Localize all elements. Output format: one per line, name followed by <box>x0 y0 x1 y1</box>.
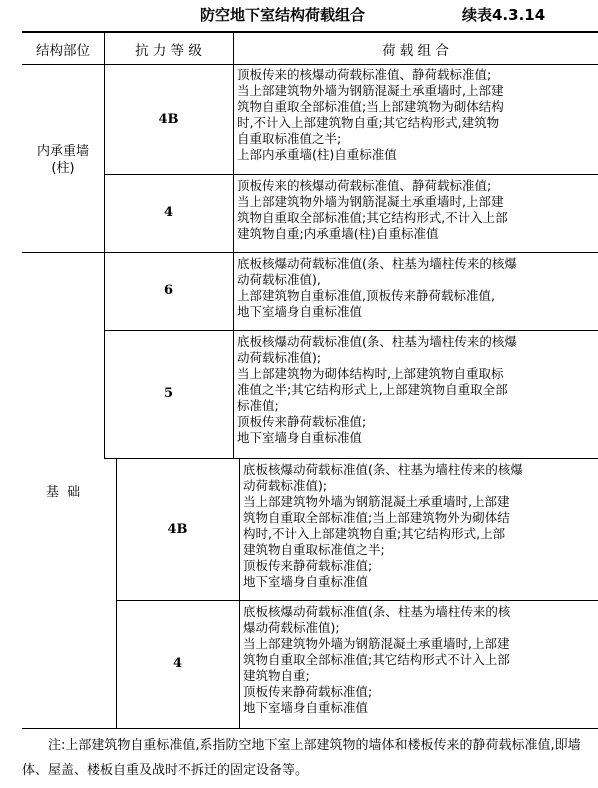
load-cell: 底板核爆动荷载标准值(条、柱基为墙柱传来的核 爆动荷载标准值); 当上部建筑物外墙为钢筋混凝土承重墙时,上部建 筑物自重取全部标准值;其它结构形式不计入上部 建筑物自重; 顶板传来静荷载标准值; 地下室墙身自重标准值 <box>243 604 511 715</box>
column-divider <box>239 458 240 728</box>
row-divider <box>104 458 598 459</box>
grade-cell: 5 <box>163 386 174 401</box>
grade-cell: 4B <box>158 112 179 127</box>
table-subtitle: 续表4.3.14 <box>462 6 546 24</box>
load-cell: 底板核爆动荷载标准值(条、柱基为墙柱传来的核爆 动荷载标准值); 当上部建筑物外墙为钢筋混凝土承重墙时,上部建 筑物自重取全部标准值;当上部建筑物外为砌体结 构时,不计入上部建筑物自重;其它结构形式,上部 建筑物自重取标准值之半; 顶板传来静荷载标准值; 地下室墙身自重标准值 <box>243 462 523 589</box>
row-divider <box>104 330 598 331</box>
row-divider <box>116 600 598 601</box>
position-cell: 基 础 <box>45 485 81 500</box>
grade-cell: 4 <box>163 205 174 220</box>
header-bottom-rule <box>22 64 598 65</box>
section-divider <box>22 252 598 253</box>
column-divider <box>116 458 117 728</box>
table-note: 注:上部建筑物自重标准值,系指防空地下室上部建筑物的墙体和楼板传来的静荷载标准值,即墙体、屋盖、楼板自重及战时不拆迁的固定设备等。 <box>22 738 581 778</box>
grade-cell: 4B <box>167 522 188 537</box>
grade-cell: 4 <box>172 656 183 671</box>
position-cell: 内承重墙 (柱) <box>36 144 89 176</box>
load-cell: 顶板传来的核爆动荷载标准值、静荷载标准值; 当上部建筑物外墙为钢筋混凝土承重墙时,上部建 筑物自重取全部标准值;其它结构形式,不计入上部 建筑物自重;内承重墙(柱)自重标准值 <box>237 178 508 241</box>
header-position: 结构部位 <box>36 43 90 59</box>
table-top-rule <box>22 31 598 33</box>
header-grade: 抗 力 等 级 <box>135 43 202 59</box>
load-cell: 顶板传来的核爆动荷载标准值、静荷载标准值; 当上部建筑物外墙为钢筋混凝土承重墙时,上部建 筑物自重取全部标准值;当上部建筑物为砌体结构 时,不计入上部建筑物自重;其它结构形式,建筑物 自重取标准值之半; 上部内承重墙(柱)自重标准值 <box>237 67 504 162</box>
table-bottom-rule <box>22 728 598 729</box>
row-divider <box>104 174 598 175</box>
header-load: 荷 载 组 合 <box>382 43 449 59</box>
load-cell: 底板核爆动荷载标准值(条、柱基为墙柱传来的核爆 动荷载标准值); 当上部建筑物为砌体结构时,上部建筑物自重取标 准值之半;其它结构形式上,上部建筑物自重取全部 标准值; 顶板传来静荷载标准值; 地下室墙身自重标准值 <box>237 334 517 445</box>
grade-cell: 6 <box>163 283 174 298</box>
column-divider <box>233 31 234 458</box>
table-title: 防空地下室结构荷载组合 <box>200 6 366 24</box>
load-cell: 底板核爆动荷载标准值(条、柱基为墙柱传来的核爆 动荷载标准值), 上部建筑物自重标准值,顶板传来静荷载标准值, 地下室墙身自重标准值 <box>237 256 517 319</box>
